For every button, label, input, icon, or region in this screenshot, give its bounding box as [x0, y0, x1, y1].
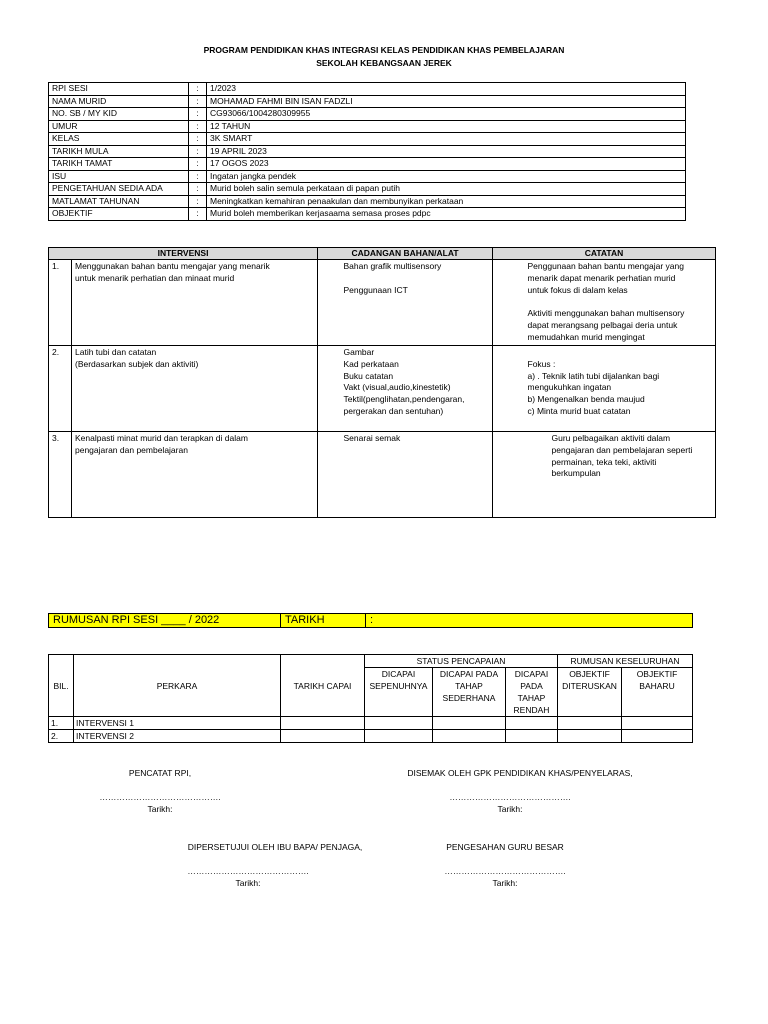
catatan-text-line: a) . Teknik latih tubi dijalankan bagi	[527, 370, 660, 381]
info-row	[49, 133, 686, 146]
info-sep: :	[189, 208, 207, 221]
catatan-text-line: menarik dapat menarik perhatian murid	[527, 272, 676, 283]
tarikh-ibubapa: Tarikh:	[235, 878, 261, 888]
info-sep: :	[189, 145, 207, 158]
status-row-cell	[558, 730, 622, 743]
status-row-perkara: INTERVENSI 2	[74, 730, 281, 743]
catatan-text	[525, 432, 716, 518]
intervention-table	[48, 247, 716, 518]
info-sep: :	[189, 195, 207, 208]
info-value: 1/2023	[207, 83, 686, 96]
document-title: PROGRAM PENDIDIKAN KHAS INTEGRASI KELAS PENDIDIKAN KHAS PEMBELAJARAN	[203, 45, 565, 55]
dicapai-sederhana-header: DICAPAI PADA TAHAP SEDERHANA	[433, 668, 506, 717]
rumusan-keseluruhan-header: RUMUSAN KESELURUHAN	[558, 655, 693, 668]
info-value: 12 TAHUN	[207, 120, 686, 133]
rumusan-label: RUMUSAN RPI SESI ____ / 2022	[49, 614, 281, 628]
info-sep: :	[189, 108, 207, 121]
info-label: OBJEKTIF	[49, 208, 189, 221]
bahan-text-line: Penggunaan ICT	[343, 284, 408, 295]
info-sep: :	[189, 183, 207, 196]
info-label: UMUR	[49, 120, 189, 133]
intervention-no: 3.	[49, 432, 72, 518]
status-row-cell	[365, 730, 433, 743]
intervention-row	[49, 260, 716, 346]
info-value: MOHAMAD FAHMI BIN ISAN FADZLI	[207, 95, 686, 108]
bahan-spacer	[318, 260, 341, 346]
rumusan-tarikh-value: :	[366, 614, 693, 628]
intervention-text-line: (Berdasarkan subjek dan aktiviti)	[75, 358, 199, 369]
info-label: NO. SB / MY KID	[49, 108, 189, 121]
bahan-spacer	[318, 346, 341, 432]
intervention-no: 1.	[49, 260, 72, 346]
status-row	[49, 717, 693, 730]
status-row-perkara: INTERVENSI 1	[74, 717, 281, 730]
intervention-text	[72, 346, 318, 432]
header-intervensi: INTERVENSI	[49, 248, 318, 260]
pencatat-label: PENCATAT RPI,	[128, 768, 192, 778]
info-label: PENGETAHUAN SEDIA ADA	[49, 183, 189, 196]
info-row	[49, 95, 686, 108]
info-label: TARIKH TAMAT	[49, 158, 189, 171]
tarikh-capai-header: TARIKH CAPAI	[281, 655, 365, 717]
status-row-cell	[558, 717, 622, 730]
intervention-text	[72, 432, 318, 518]
status-row-no: 2.	[49, 730, 74, 743]
info-label: KELAS	[49, 133, 189, 146]
info-label: RPI SESI	[49, 83, 189, 96]
catatan-text	[525, 260, 716, 346]
status-row	[49, 730, 693, 743]
info-row	[49, 83, 686, 96]
catatan-text	[525, 346, 716, 432]
info-value: 17 OGOS 2023	[207, 158, 686, 171]
info-row	[49, 183, 686, 196]
info-value: CG93066/1004280309955	[207, 108, 686, 121]
status-row-cell	[433, 730, 506, 743]
intervention-text-line: Menggunakan bahan bantu mengajar yang menarik	[75, 261, 270, 271]
bahan-text-line: Vakt (visual,audio,kinestetik)	[343, 382, 451, 393]
info-sep: :	[189, 120, 207, 133]
bahan-text-line: Buku catatan	[343, 370, 394, 381]
bahan-text	[341, 346, 493, 432]
catatan-text-line: permainan, teka teki, aktiviti	[551, 456, 657, 467]
header-cadangan: CADANGAN BAHAN/ALAT	[318, 248, 493, 260]
catatan-text-line: memudahkan murid mengingat	[527, 331, 645, 342]
rumusan-bar	[48, 613, 693, 628]
info-row	[49, 195, 686, 208]
bil-header: BIL.	[49, 655, 74, 717]
bahan-text	[341, 260, 493, 346]
bahan-text-line: Kad perkataan	[343, 358, 399, 369]
status-row-cell	[506, 730, 558, 743]
info-value: 19 APRIL 2023	[207, 145, 686, 158]
catatan-spacer	[493, 432, 525, 518]
intervention-no: 2.	[49, 346, 72, 432]
catatan-text-line	[528, 296, 712, 308]
signature-line-disemak: …………………………………….	[449, 792, 571, 802]
bahan-spacer	[318, 432, 341, 518]
pengesahan-label: PENGESAHAN GURU BESAR	[446, 842, 564, 852]
status-table	[48, 654, 693, 743]
catatan-spacer	[493, 260, 525, 346]
info-value: 3K SMART	[207, 133, 686, 146]
disemak-label: DISEMAK OLEH GPK PENDIDIKAN KHAS/PENYELARAS,	[407, 768, 633, 778]
catatan-text-line: untuk fokus di dalam kelas	[527, 284, 628, 295]
intervention-row	[49, 432, 716, 518]
bahan-text-line	[344, 273, 490, 285]
catatan-text-line: mengukuhkan ingatan	[527, 382, 612, 393]
info-value: Meningkatkan kemahiran penaakulan dan membunyikan perkataan	[207, 195, 686, 208]
tarikh-disemak: Tarikh:	[497, 804, 523, 814]
catatan-text-line: dapat merangsang pelbagai deria untuk	[527, 319, 678, 330]
status-row-cell	[622, 730, 693, 743]
intervention-text-line: Kenalpasti minat murid dan terapkan di dalam	[75, 433, 248, 443]
info-label: ISU	[49, 170, 189, 183]
info-sep: :	[189, 133, 207, 146]
info-row	[49, 145, 686, 158]
bahan-text-line: Gambar	[343, 347, 375, 357]
bahan-text-line: pergerakan dan sentuhan)	[343, 405, 444, 416]
intervention-text-line: untuk menarik perhatian dan minaat murid	[75, 272, 235, 283]
catatan-text-line: Penggunaan bahan bantu mengajar yang	[527, 261, 684, 271]
info-sep: :	[189, 170, 207, 183]
perkara-header: PERKARA	[74, 655, 281, 717]
bahan-text	[341, 432, 493, 518]
info-row	[49, 170, 686, 183]
info-row	[49, 208, 686, 221]
bahan-text-line: Senarai semak	[343, 433, 401, 443]
header-catatan: CATATAN	[493, 248, 716, 260]
objektif-baharu-header: OBJEKTIF BAHARU	[622, 668, 693, 717]
info-value: Murid boleh memberikan kerjasaama semasa proses pdpc	[207, 208, 686, 221]
status-row-no: 1.	[49, 717, 74, 730]
info-row	[49, 108, 686, 121]
catatan-text-line: c) Minta murid buat catatan	[527, 405, 631, 416]
info-label: NAMA MURID	[49, 95, 189, 108]
info-value: Ingatan jangka pendek	[207, 170, 686, 183]
catatan-text-line: berkumpulan	[551, 468, 601, 479]
catatan-text-line	[528, 347, 712, 359]
signature-line-pencatat: …………………………………….	[99, 792, 221, 802]
info-value: Murid boleh salin semula perkataan di papan putih	[207, 183, 686, 196]
status-row-cell	[365, 717, 433, 730]
info-sep: :	[189, 83, 207, 96]
dicapai-rendah-header: DICAPAI PADA TAHAP RENDAH	[506, 668, 558, 717]
objektif-diteruskan-header: OBJEKTIF DITERUSKAN	[558, 668, 622, 717]
catatan-text-line: b) Mengenalkan benda maujud	[527, 394, 645, 405]
signature-line-ibubapa: …………………………………….	[187, 866, 309, 876]
dipersetujui-label: DIPERSETUJUI OLEH IBU BAPA/ PENJAGA,	[187, 842, 363, 852]
signature-line-guru-besar: …………………………………….	[444, 866, 566, 876]
status-row-cell	[622, 717, 693, 730]
intervention-text-line: Latih tubi dan catatan	[75, 347, 157, 357]
info-label: MATLAMAT TAHUNAN	[49, 195, 189, 208]
status-row-cell	[433, 717, 506, 730]
catatan-spacer	[493, 346, 525, 432]
catatan-text-line: pengajaran dan pembelajaran seperti	[551, 444, 693, 455]
intervention-text-line: pengajaran dan pembelajaran	[75, 444, 188, 455]
status-row-cell	[281, 730, 365, 743]
intervention-row	[49, 346, 716, 432]
info-row	[49, 120, 686, 133]
status-row-cell	[506, 717, 558, 730]
school-name: SEKOLAH KEBANGSAAN JEREK	[316, 58, 452, 68]
tarikh-guru-besar: Tarikh:	[492, 878, 518, 888]
catatan-text-line: Aktiviti menggunakan bahan multisensory	[527, 308, 685, 319]
catatan-text-line: Fokus :	[527, 358, 556, 369]
bahan-text-line: Tektil(penglihatan,pendengaran,	[343, 394, 465, 405]
info-sep: :	[189, 158, 207, 171]
dicapai-sepenuhnya-header: DICAPAI SEPENUHNYA	[365, 668, 433, 717]
info-sep: :	[189, 95, 207, 108]
info-label: TARIKH MULA	[49, 145, 189, 158]
bahan-text-line: Bahan grafik multisensory	[343, 261, 442, 271]
rumusan-tarikh-label: TARIKH	[281, 614, 366, 628]
status-row-cell	[281, 717, 365, 730]
tarikh-pencatat: Tarikh:	[147, 804, 173, 814]
status-pencapaian-header: STATUS PENCAPAIAN	[365, 655, 558, 668]
catatan-text-line: Guru pelbagaikan aktiviti dalam	[551, 433, 671, 443]
student-info-table	[48, 82, 686, 221]
info-row	[49, 158, 686, 171]
intervention-text	[72, 260, 318, 346]
